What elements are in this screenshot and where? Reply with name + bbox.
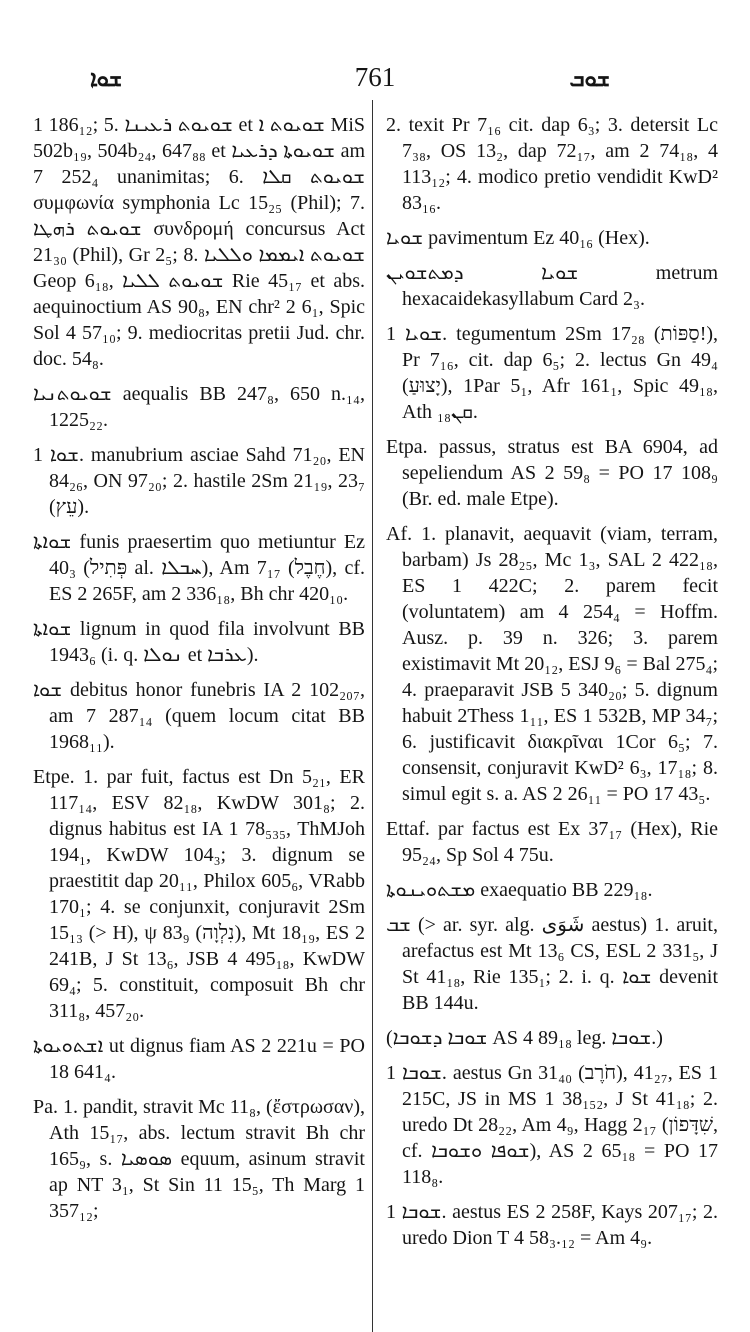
entry-paragraph: ܫܘܒܐ 1. aestus Gn 31₄₀ (חֹרֶב), 41₂₇, ES 1 215C, JS in MS 1 38₁₅₂, J St 41₁₈; 2. uredo Dt 28₂₂, Am 4₉, Hagg 2₁₇ (שִׁדָּפוֹן, cf. ܫܘܦܐ ܘܫܘܒܐ), AS 2 65₁₈ = PO 17 118₈. xyxy=(386,1062,718,1188)
entry-paragraph: 1 186₁₂; 5. ܫܘܝܘܬ ܪܥܝܢܐ et ܫܘܝܘܬ ܐ MiS 502b₁₉, 504b₂₄, 647₈₈ et ܫܘܝܘܬܐ ܕܪܥܝܐ am 7 252₄ unanimitas; 6. ܫܘܝܘܬ ܩܠܐ συμφωνία symphonia Lc 15₂₅ (Phil); 7. ܫܘܝܘܬ ܪܗܛܐ συνδρομή concursus Act 21₃₀ (Phil), Gr 2₅; 8. ܫܘܝܘܬ ܐܝܡܡܐ ܘܠܠܝܐ Geop 6₁₈, ܫܘܝܘܬ ܠܠܝܐ Rie 45₁₇ et abs. aequinoctium AS 90₈, EN chr² 2 6₁, Spic Sol 4 57₁₀; 9. mediocritas pretii Jud. chr. doc. 54₈. xyxy=(33,114,366,370)
entry-paragraph: ܫܒ (> ar. syr. alg. شَوَى aestus) 1. aruit, arefactus est Mt 13₆ CS, ESL 2 331₅, J St 41₁₈, Rie 135₁; 2. i. q. ܫܘܐ devenit BB 144u. xyxy=(386,914,719,1014)
entry-paragraph: ܫܘܐܬܐ funis praesertim quo metiuntur Ez 40₃ (פְּתִיל al. ܚܒܠܐ), Am 7₁₇ (חֶבֶל), cf. ES 2 265F, am 2 336₁₈, Bh chr 420₁₀. xyxy=(33,531,365,605)
entry-paragraph: 2. texit Pr 7₁₆ cit. dap 6₃; 3. detersit Lc 7₃₈, OS 13₂, dap 72₁₇, am 2 74₁₈, 4 113₁₂; 4. modico pretio vendidit KwD² 83₁₆. xyxy=(386,114,718,214)
entry-paragraph: ܫܘܐ debitus honor funebris IA 2 102₂₀₇, am 7 287₁₄ (quem locum citat BB 1968₁₁). xyxy=(33,679,365,753)
page-number: 761 xyxy=(354,62,396,92)
entry-paragraph: ܫܘܝܘܬܢܝܐ aequalis BB 247₈, 650 n.₁₄, 1225₂₂. xyxy=(33,383,365,431)
entry-paragraph: Af. 1. planavit, aequavit (viam, terram, barbam) Js 28₂₅, Mc 1₃, SAL 2 422₁₈, ES 1 422C; 2. parem fecit (voluntatem) am 4 254₄ = Hoffm. Ausz. p. 39 n. 326; 3. parem existimavit Mt 20₁₂, ESJ 9₆ = Bal 275₄; 4. praeparavit JSB 5 340₂₀; 5. dignum habuit 2Thess 1₁₁, ES 1 532B, MP 34₇; 6. justificavit διακρῖναι 1Cor 6₅; 7. consensit, conjuravit KwD² 6₃, 17₁₈; 8. simul egit s. a. AS 2 26₁₁ = PO 17 43₅. xyxy=(386,523,718,805)
left-column xyxy=(33,112,365,1233)
entry-paragraph: ܫܘܝܐ 1. tegumentum 2Sm 17₂₈ (סַפּוֹת!), Pr 7₁₆, cit. dap 6₅; 2. lectus Gn 49₄ (יָצוּעַ), 1Par 5₁, Afr 161₁, Spic 49₁₈, Ath ܩܢ₁₈. xyxy=(386,323,719,423)
page-header xyxy=(30,62,720,98)
column-divider xyxy=(372,100,373,1332)
entry-paragraph: Etpa. passus, stratus est BA 6904, ad sepeliendum AS 2 59₈ = PO 17 108₉ (Br. ed. male Etpe). xyxy=(386,436,718,510)
entry-paragraph: (ܫܘܒܐ ܕܫܘܒܐ AS 4 89₁₈ leg. ܫܘܒܐ.) xyxy=(386,1027,663,1049)
entry-paragraph: Pa. 1. pandit, stravit Mc 11₈, (ἔστρωσαν), Ath 15₁₇, abs. lectum stravit Bh chr 165₉, s. ܣܘܣܝܐ equum, asinum stravit ap NT 3₁, St Sin 11 15₅, Th Marg 1 357₁₂; xyxy=(33,1096,365,1222)
entry-paragraph: Etpe. 1. par fuit, factus est Dn 5₂₁, ER 117₁₄, ESV 82₁₈, KwDW 301₈; 2. dignus habitus est IA 1 78₅₃₅, ThMJoh 194₁, KwDW 104₃; 3. dignum se praestitit dap 20₁₁, Philox 605₆, VRabb 170₁; 4. se conjunxit, conjuravit 2Sm 15₁₃ (> H), ψ 83₉ (נִלְוָה), Mt 18₁₉, ES 2 241B, J St 13₆, JSB 4 495₁₈, KwDW 69₄; 5. constituit, composuit Bh chr 311₈, 457₂₀. xyxy=(33,766,365,1022)
entry-paragraph: ܡܫܬܘܝܢܘܬܐ exaequatio BB 229₁₈. xyxy=(386,879,653,901)
entry-paragraph: ܫܘܐܬܐ lignum in quod fila involvunt BB 1943₆ (i. q. ܢܘܠܐ et ܥܪܒܐ). xyxy=(33,618,365,666)
header-left-word: ܫܘܐ xyxy=(90,66,123,91)
header-right-word: ܫܘܒ xyxy=(569,66,610,91)
entry-paragraph: ܫܘܝܐ ܕܡܬܫܘܝܢ metrum hexacaidekasyllabum Card 2₃. xyxy=(386,262,718,310)
entry-paragraph: Ettaf. par factus est Ex 37₁₇ (Hex), Rie 95₂₄, Sp Sol 4 75u. xyxy=(386,818,718,866)
entry-paragraph: ܫܘܝܐ pavimentum Ez 40₁₆ (Hex). xyxy=(386,227,650,249)
entry-paragraph: ܫܘܐ 1. manubrium asciae Sahd 71₂₀, EN 84₂₆, ON 97₂₀; 2. hastile 2Sm 21₁₉, 23₇ (עֵץ). xyxy=(33,444,365,518)
right-column xyxy=(386,112,718,1260)
entry-paragraph: ܫܘܒܐ 1. aestus ES 2 258F, Kays 207₁₇; 2. uredo Dion T 4 58₃.₁₂ = Am 4₉. xyxy=(386,1201,719,1249)
entry-paragraph: ܐܫܬܘܝܘܬܐ ut dignus fiam AS 2 221u = PO 18 641₄. xyxy=(33,1035,365,1083)
